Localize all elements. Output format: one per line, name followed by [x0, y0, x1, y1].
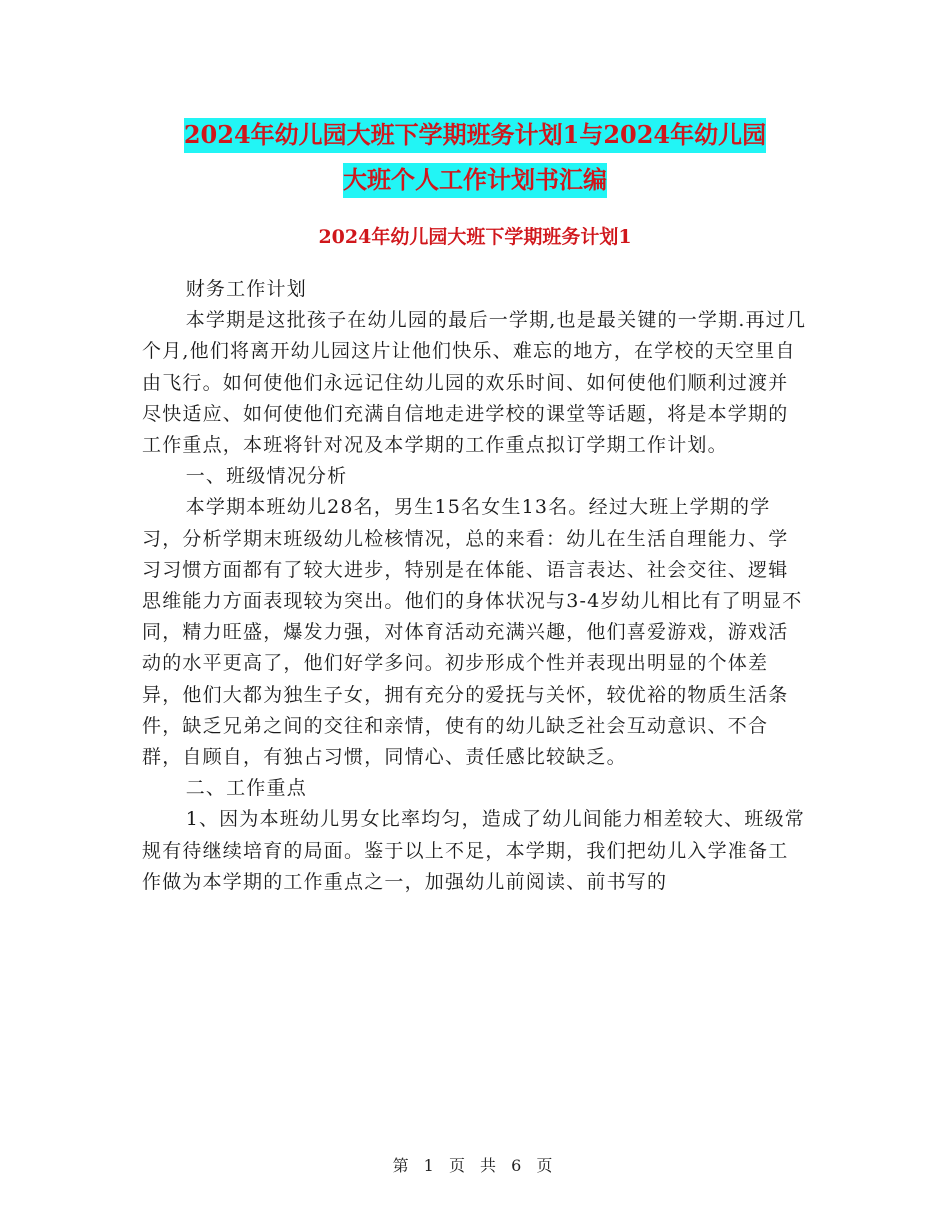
- page-footer: 第 1 页 共 6 页: [392, 1156, 558, 1175]
- title-line-2: 大班个人工作计划书汇编: [343, 163, 607, 198]
- paragraph-work-focus-1: 1、因为本班幼儿男女比率均匀，造成了幼儿间能力相差较大、班级常规有待继续培育的局面。鉴于以上不足，本学期，我们把幼儿入学准备工作做为本学期的工作重点之一，加强幼儿前阅读、前书写的: [142, 808, 805, 893]
- paragraph-heading-work-focus: 二、工作重点: [185, 777, 307, 800]
- title-line-1: 2024年幼儿园大班下学期班务计划1与2024年幼儿园: [184, 118, 766, 153]
- document-title: [140, 112, 810, 202]
- document-body: [142, 274, 808, 898]
- paragraph-class-analysis: 本学期本班幼儿28名，男生15名女生13名。经过大班上学期的学习，分析学期末班级幼儿检核情况，总的来看：幼儿在生活自理能力、学习习惯方面都有了较大进步，特别是在体能、语言表达、社会交往、逻辑思维能力方面表现较为突出。他们的身体状况与3-4岁幼儿相比有了明显不同，精力旺盛，爆发力强，对体育活动充满兴趣，他们喜爱游戏，游戏活动的水平更高了，他们好学多问。初步形成个性并表现出明显的个体差异，他们大都为独生子女，拥有充分的爱抚与关怀，较优裕的物质生活条件，缺乏兄弟之间的交往和亲情，使有的幼儿缺乏社会互动意识、不合群，自顾自，有独占习惯，同情心、责任感比较缺乏。: [142, 496, 803, 769]
- paragraph-heading-class-analysis: 一、班级情况分析: [185, 465, 348, 488]
- paragraph-heading-finance: 财务工作计划: [185, 278, 307, 300]
- section-subtitle: 2024年幼儿园大班下学期班务计划1: [318, 226, 632, 248]
- paragraph-intro: 本学期是这批孩子在幼儿园的最后一学期,也是最关键的一学期.再过几个月,他们将离开幼儿园这片让他们快乐、难忘的地方，在学校的天空里自由飞行。如何使他们永远记住幼儿园的欢乐时间、如何使他们顺利过渡并尽快适应、如何使他们充满自信地走进学校的课堂等话题，将是本学期的工作重点，本班将针对况及本学期的工作重点拟订学期工作计划。: [142, 309, 807, 457]
